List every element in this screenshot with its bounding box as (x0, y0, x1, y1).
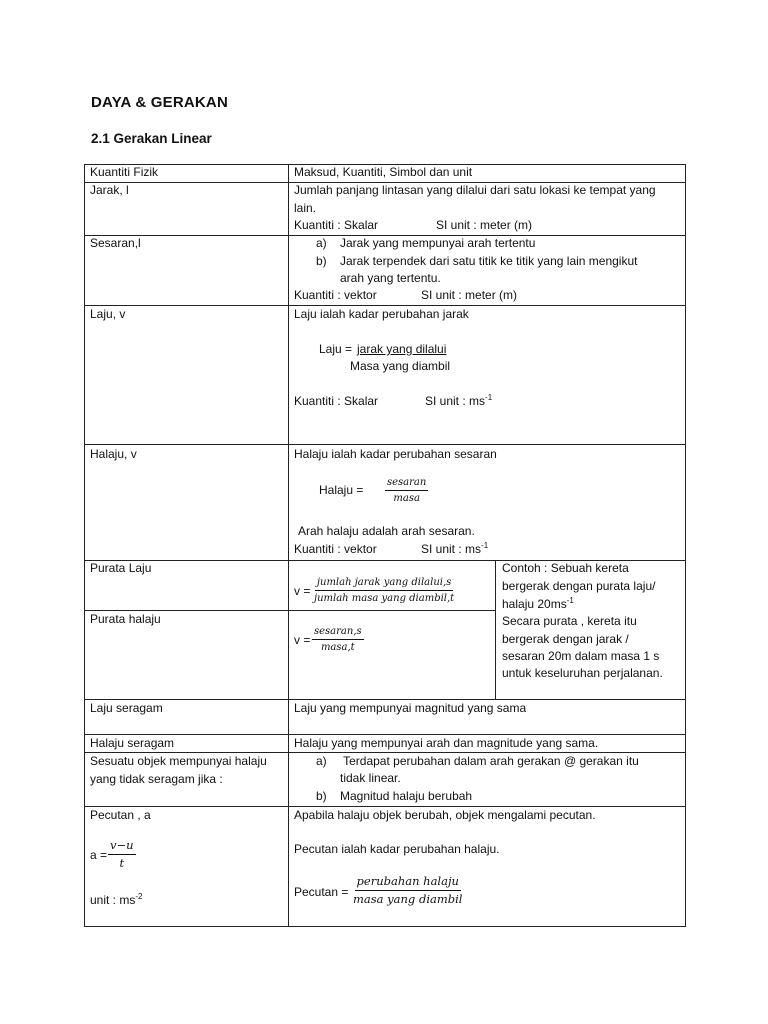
pecutan-a-numerator: v−u (108, 838, 136, 855)
laju-formula-denominator: Masa yang diambil (350, 359, 451, 373)
term-pecutan: Pecutan , a (90, 808, 151, 822)
term-purata-halaju: Purata halaju (90, 612, 161, 626)
document-title: DAYA & GERAKAN (91, 94, 228, 111)
contoh-line3: halaju $20ms^{-1}$ (502, 596, 574, 611)
pecutan-a-denominator: t (119, 856, 125, 870)
tidak-seragam-a-line1: Terdapat perubahan dalam arah gerakan @ gerakan itu (340, 754, 639, 768)
purata-laju-lhs: v = (294, 584, 311, 598)
term-tidak-seragam-line1: Sesuatu objek mempunyai halaju (90, 754, 267, 768)
tidak-seragam-b-label: b) (316, 789, 327, 803)
term-jarak: Jarak, l (90, 183, 129, 197)
pecutan-formula-lhs: Pecutan = (294, 885, 349, 899)
tidak-seragam-a-label: a) (316, 754, 327, 768)
pecutan-unit: unit : $ms^{-2}$ (90, 892, 143, 907)
pecutan-a-lhs: a = (90, 848, 108, 862)
halaju-seragam-desc: Halaju yang mempunyai arah dan magnitude yang sama. (294, 736, 599, 750)
halaju-formula-lhs: Halaju = (319, 483, 364, 497)
header-maksud: Maksud, Kuantiti, Simbol dan unit (294, 165, 473, 179)
halaju-formula-denominator: masa (393, 493, 420, 504)
halaju-arah: Arah halaju adalah arah sesaran. (298, 524, 475, 538)
sesaran-kuantiti: Kuantiti : vektor (294, 288, 377, 302)
term-tidak-seragam-line2: yang tidak seragam jika : (90, 772, 223, 786)
pecutan-formula-denominator: masa yang diambil (353, 892, 463, 906)
jarak-desc-line1: Jumlah panjang lintasan yang dilalui dari satu lokasi ke tempat yang (294, 183, 656, 197)
contoh-line6: sesaran 20m dalam masa 1 s (502, 649, 660, 663)
laju-unit: SI unit : $ms^{-1}$ (425, 393, 493, 408)
purata-halaju-lhs: v = (294, 633, 311, 647)
sesaran-a-text: Jarak yang mempunyai arah tertentu (340, 236, 536, 250)
sesaran-a-label: a) (316, 236, 327, 250)
halaju-formula-numerator: sesaran (385, 476, 428, 491)
pecutan-a-formula (108, 838, 136, 871)
purata-laju-denominator: jumlah masa yang diambil,t (314, 593, 455, 604)
term-laju-seragam: Laju seragam (90, 701, 163, 715)
contoh-line1: Contoh : Sebuah kereta (502, 561, 629, 575)
halaju-unit: SI unit : $ms^{-1}$ (421, 541, 489, 556)
purata-laju-numerator: jumlah jarak yang dilalui,s (315, 576, 453, 591)
tidak-seragam-a-line2: tidak linear. (340, 771, 401, 785)
sesaran-b-line2: arah yang tertentu. (340, 271, 441, 285)
contoh-line7: untuk keseluruhan perjalanan. (502, 666, 663, 680)
contoh-line5: bergerak dengan jarak / (502, 632, 629, 646)
purata-laju-formula (312, 576, 456, 605)
laju-formula-numerator: jarak yang dilalui (357, 342, 447, 356)
term-halaju-seragam: Halaju seragam (90, 736, 175, 750)
sesaran-b-line1: Jarak terpendek dari satu titik ke titik yang lain mengikut (340, 254, 638, 268)
header-kuantiti-fizik: Kuantiti Fizik (90, 165, 159, 179)
purata-halaju-formula (312, 625, 364, 654)
pecutan-formula-numerator: perubahan halaju (355, 874, 461, 891)
term-purata-laju: Purata Laju (90, 561, 152, 575)
jarak-unit: SI unit : meter (m) (436, 218, 533, 232)
sesaran-unit: SI unit : meter (m) (421, 288, 518, 302)
pecutan-def2: Pecutan ialah kadar perubahan halaju. (294, 842, 500, 856)
term-halaju: Halaju, v (90, 447, 137, 461)
pecutan-def1: Apabila halaju objek berubah, objek mengalami pecutan. (294, 808, 596, 822)
halaju-definition: Halaju ialah kadar perubahan sesaran (294, 447, 497, 461)
laju-definition: Laju ialah kadar perubahan jarak (294, 307, 469, 321)
contoh-line2: bergerak dengan purata laju/ (502, 579, 656, 593)
halaju-formula (385, 476, 428, 505)
section-heading: 2.1 Gerakan Linear (91, 131, 212, 146)
contoh-line4: Secara purata , kereta itu (502, 614, 637, 628)
laju-formula-lhs: Laju = (319, 342, 353, 356)
pecutan-formula (351, 874, 464, 907)
purata-halaju-numerator: sesaran,s (312, 625, 364, 640)
laju-seragam-desc: Laju yang mempunyai magnitud yang sama (294, 701, 527, 715)
laju-kuantiti: Kuantiti : Skalar (294, 394, 379, 408)
jarak-desc-line2: lain. (294, 201, 317, 215)
tidak-seragam-b-text: Magnitud halaju berubah (340, 789, 473, 803)
jarak-kuantiti: Kuantiti : Skalar (294, 218, 379, 232)
term-laju: Laju, v (90, 307, 126, 321)
sesaran-b-label: b) (316, 254, 327, 268)
purata-halaju-denominator: masa,t (320, 642, 355, 653)
term-sesaran: Sesaran,l (90, 236, 141, 250)
halaju-kuantiti: Kuantiti : vektor (294, 542, 377, 556)
